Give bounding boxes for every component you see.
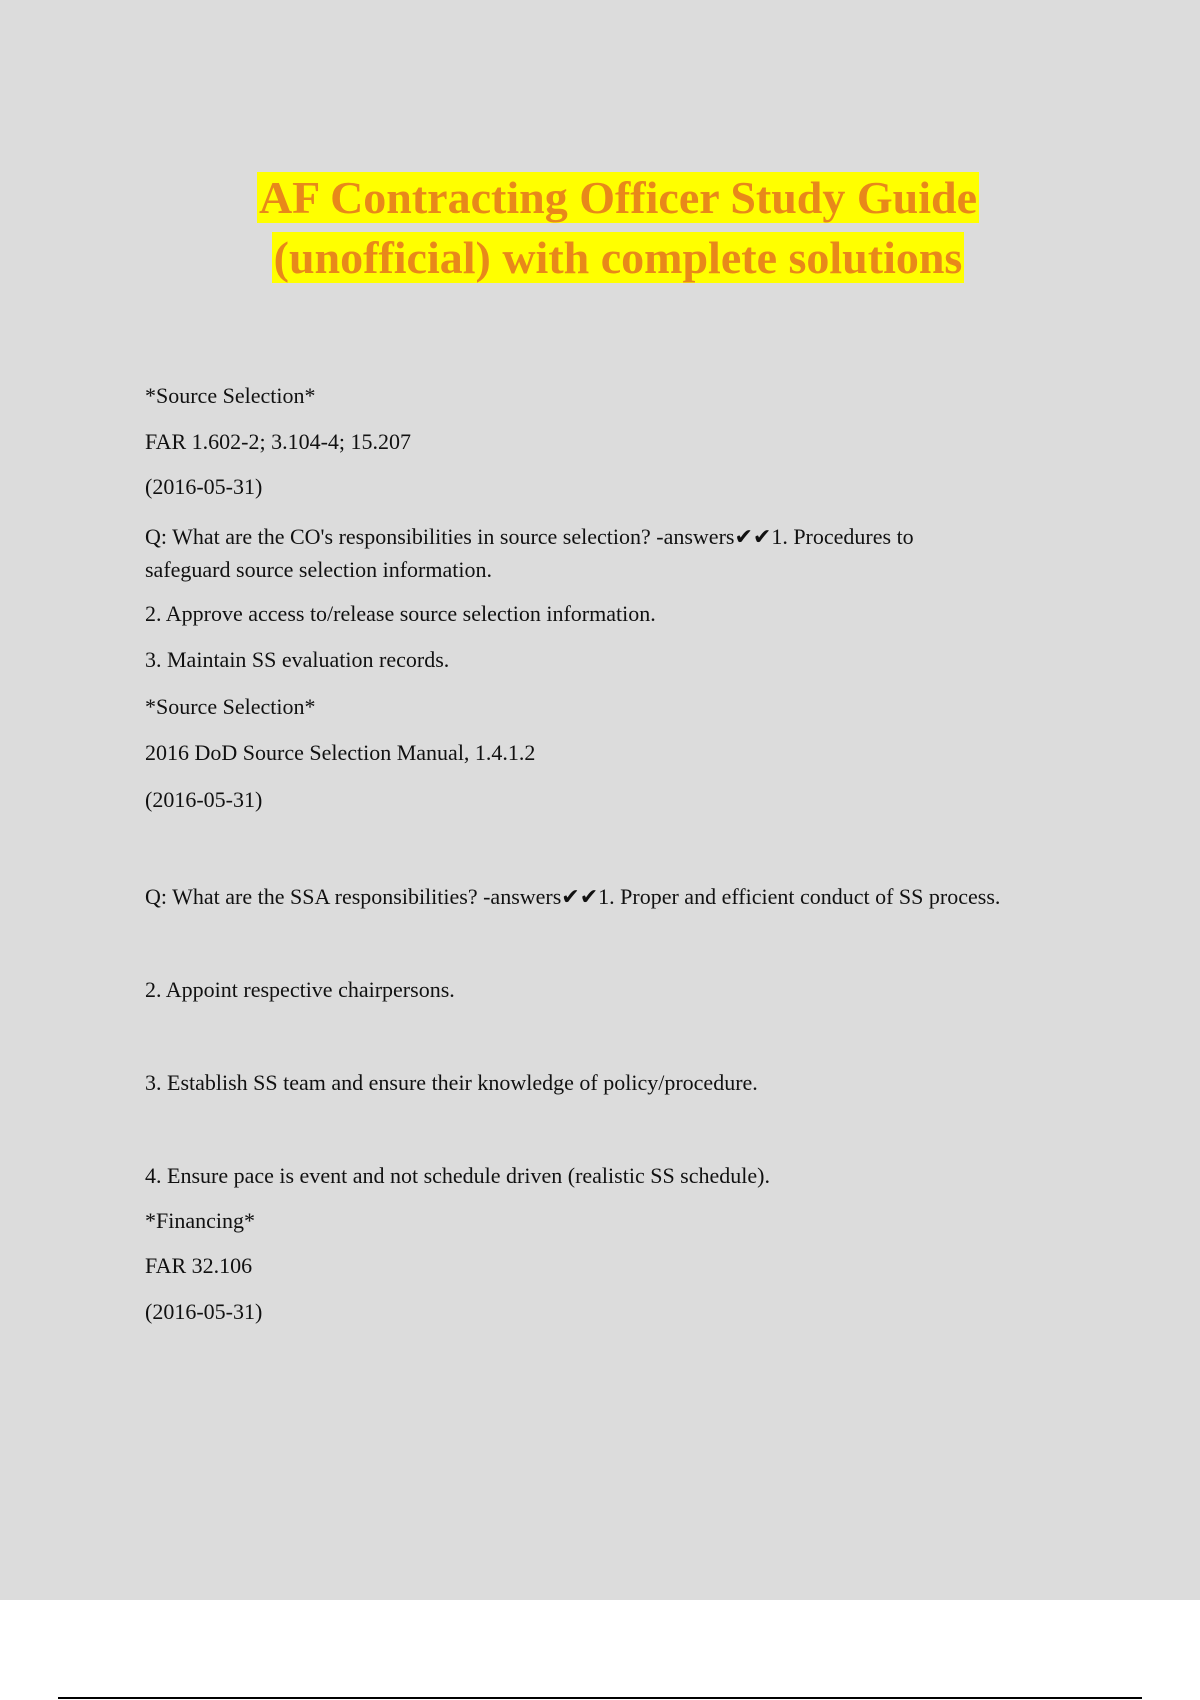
date: (2016-05-31): [145, 787, 263, 812]
answer-item: 3. Establish SS team and ensure their knowledge of policy/procedure.: [145, 1070, 758, 1095]
section-heading: *Source Selection*: [145, 694, 316, 719]
reference: FAR 32.106: [145, 1253, 253, 1278]
footer-rule: [58, 1697, 1142, 1699]
answer-item: 4. Ensure pace is event and not schedule driven (realistic SS schedule).: [145, 1163, 770, 1188]
title-line-1: AF Contracting Officer Study Guide: [258, 172, 978, 223]
section-heading: *Source Selection*: [145, 383, 316, 408]
date: (2016-05-31): [145, 474, 263, 499]
answer-item: 2. Approve access to/release source selection information.: [145, 601, 656, 626]
title-line-2: (unofficial) with complete solutions: [273, 232, 963, 283]
date: (2016-05-31): [145, 1299, 263, 1324]
reference: 2016 DoD Source Selection Manual, 1.4.1.2: [145, 740, 536, 765]
answer-item: 3. Maintain SS evaluation records.: [145, 647, 450, 672]
question: Q: What are the CO's responsibilities in source selection? -answers✔✔1. Procedures to: [145, 524, 914, 549]
answer-continuation: safeguard source selection information.: [145, 557, 492, 582]
reference: FAR 1.602-2; 3.104-4; 15.207: [145, 429, 412, 454]
question: Q: What are the SSA responsibilities? -answers✔✔1. Proper and efficient conduct of SS process.: [145, 884, 1001, 909]
document-title: [0, 168, 1200, 288]
answer-item: 2. Appoint respective chairpersons.: [145, 977, 455, 1002]
section-heading: *Financing*: [145, 1208, 255, 1233]
